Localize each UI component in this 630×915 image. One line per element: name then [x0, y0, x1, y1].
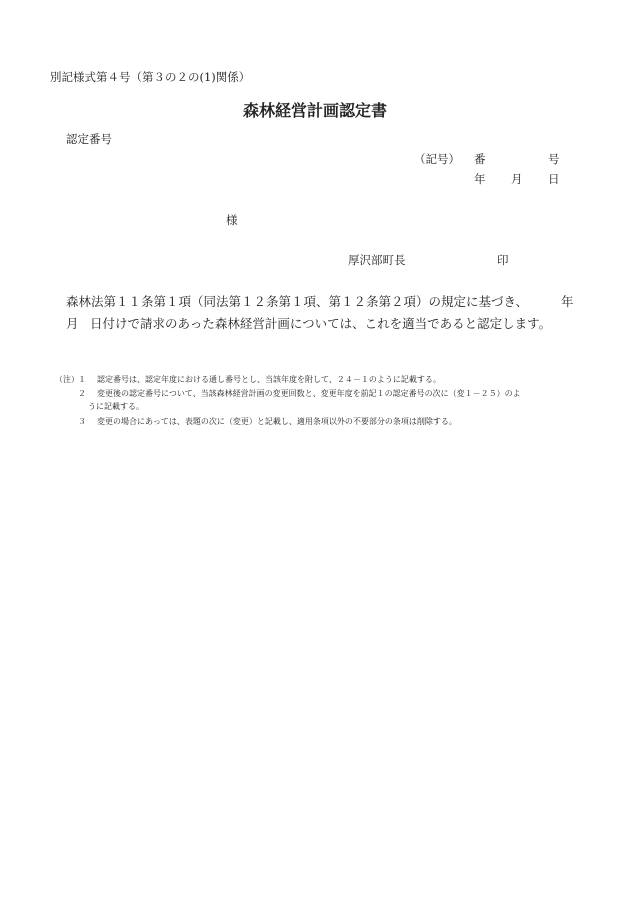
note-text: 認定番号は、認定年度における通し番号とし、当該年度を附して、２４－１のように記載する。 [97, 375, 441, 384]
seal-mark: 印 [497, 253, 509, 267]
date-year-label: 年 [474, 172, 486, 186]
date-day-label: 日 [548, 172, 560, 186]
number-suffix: 号 [548, 152, 560, 166]
certification-number-label: 認定番号 [66, 132, 112, 146]
note-number: １ [78, 375, 86, 384]
symbol-label: （記号） [414, 152, 460, 166]
notes-prefix: （注） [55, 375, 79, 384]
form-reference: 別記様式第４号（第３の２の(1)関係） [50, 70, 251, 84]
body-line-1: 森林法第１１条第１項（同法第１２条第１項、第１２条第２項）の規定に基づき、 [66, 294, 529, 309]
date-month-label: 月 [511, 172, 523, 186]
note-text-continued: うに記載する。 [88, 402, 144, 411]
document-title: 森林経営計画認定書 [242, 101, 387, 120]
note-number: ２ [78, 389, 86, 398]
body-line-2: 日付けで請求のあった森林経営計画については、これを適当であると認定します。 [90, 316, 552, 331]
body-month-label: 月 [66, 316, 79, 331]
number-label: 番 [474, 152, 486, 166]
body-year-label: 年 [561, 294, 574, 309]
recipient-honorific: 様 [226, 213, 238, 227]
note-text: 変更後の認定番号について、当該森林経営計画の変更回数と、変更年度を前記１の認定番号の次に（変１－２５）のよ [97, 389, 521, 398]
note-text: 変更の場合にあっては、表題の次に（変更）と記載し、適用条項以外の不要部分の条項は削除する。 [97, 417, 457, 426]
issuer-name: 厚沢部町長 [348, 253, 406, 267]
note-number: ３ [78, 417, 86, 426]
